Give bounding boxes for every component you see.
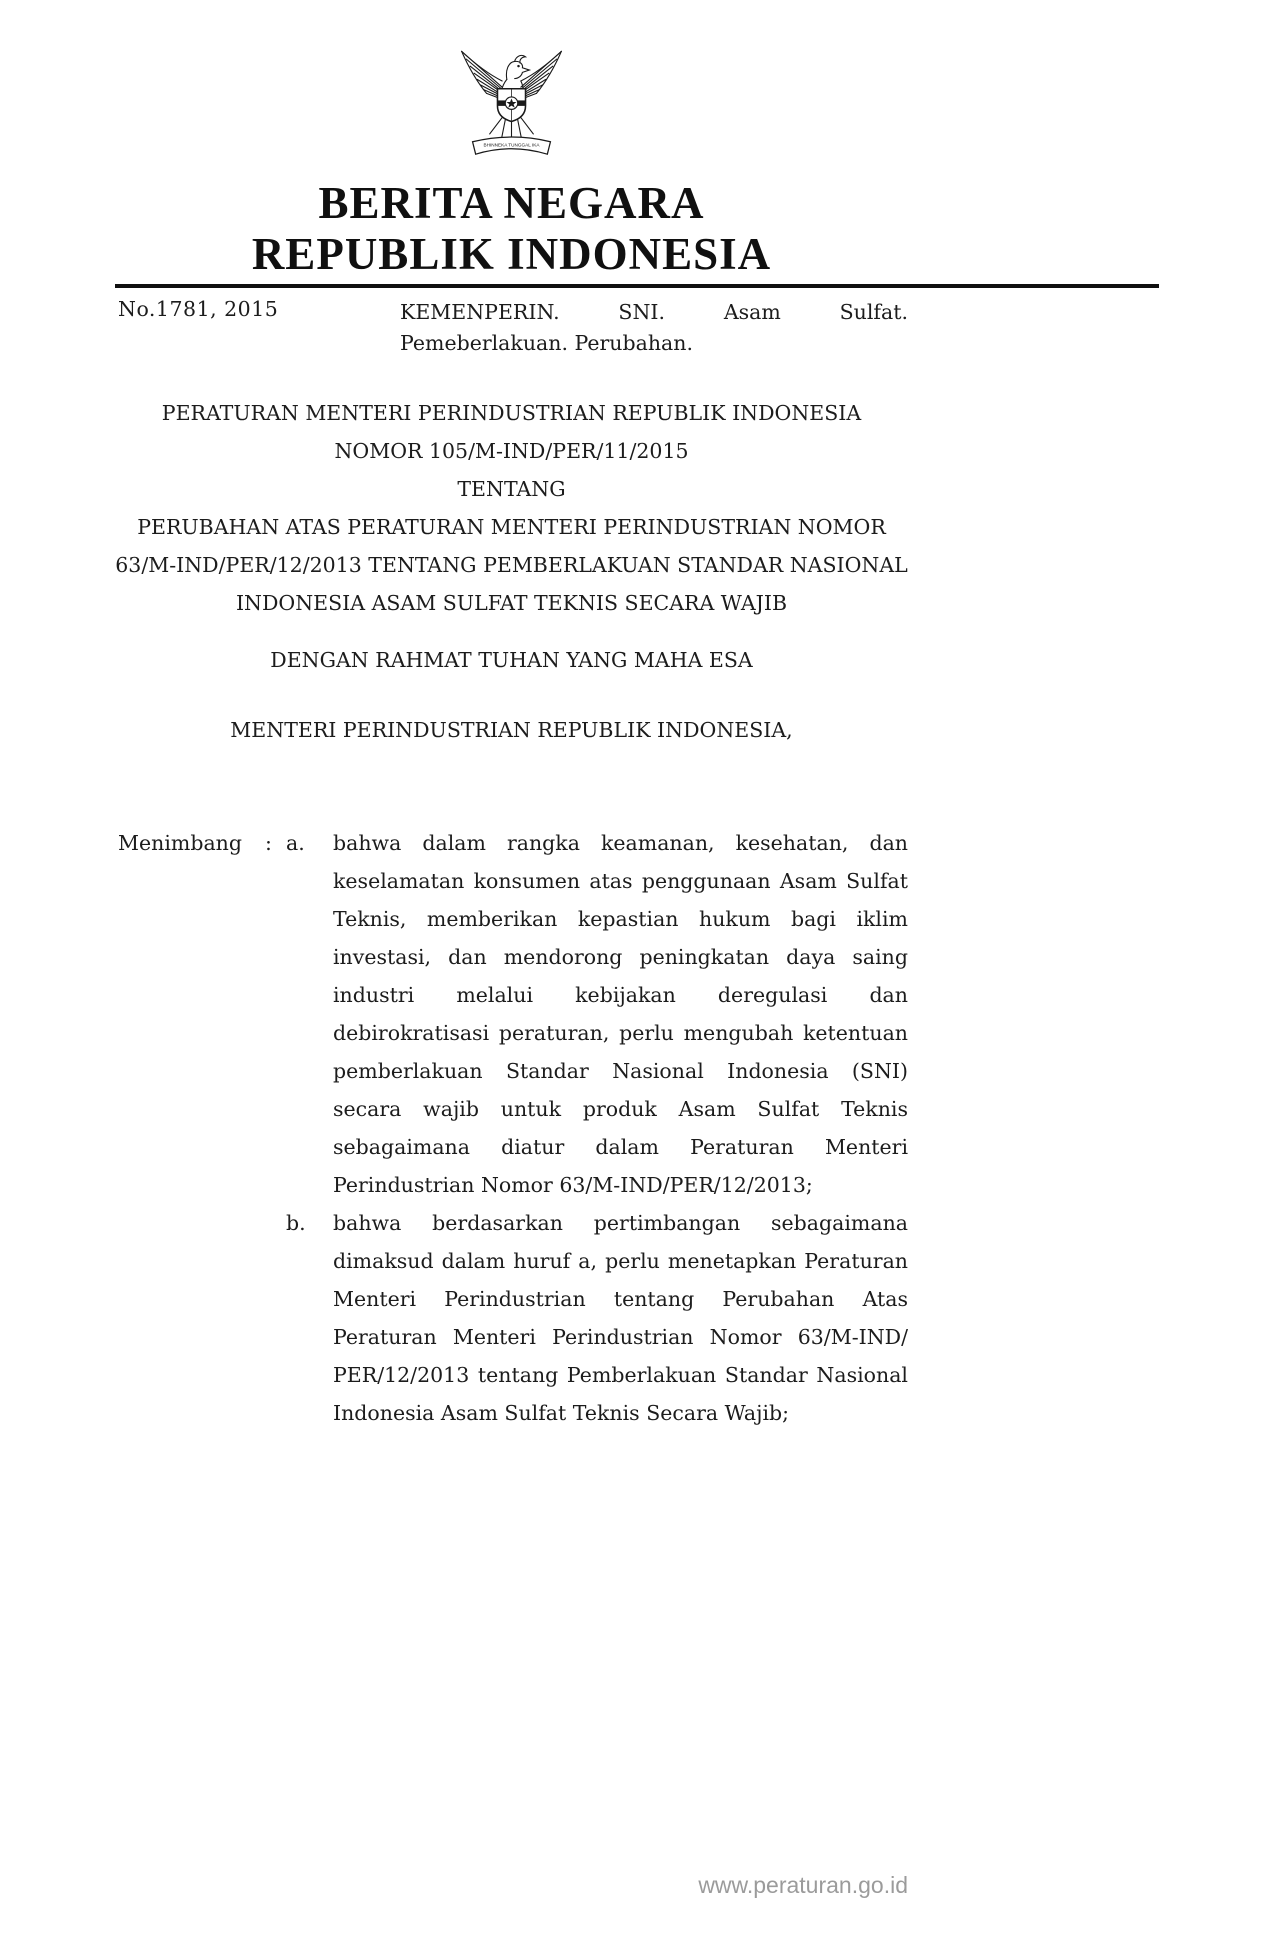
regulation-title-line: 63/M-IND/PER/12/2013 TENTANG PEMBERLAKUAN STANDAR NASIONAL xyxy=(115,553,908,577)
considering-items xyxy=(286,824,908,1432)
regulation-title-line: INDONESIA ASAM SULFAT TEKNIS SECARA WAJIB xyxy=(235,591,788,615)
invocation-line: DENGAN RAHMAT TUHAN YANG MAHA ESA xyxy=(270,648,753,672)
masthead-title-line1: BERITA NEGARA xyxy=(318,178,705,228)
masthead-title-line2: REPUBLIK INDONESIA xyxy=(251,229,772,279)
considering-item-text: bahwa dalam rangka keamanan, kesehatan, dan keselamatan konsumen atas penggunaan Asam Sulfat Teknis, memberikan kepastian hukum bagi iklim investasi, dan mendorong peningkatan daya saing industri melalui kebijakan deregulasi dan debirokratisasi peraturan, perlu mengubah ketentuan pemberlakuan Standar Nasional Indonesia (SNI) secara wajib untuk produk Asam Sulfat Teknis sebagaimana diatur dalam Peraturan Menteri Perindustrian Nomor 63/M-IND/PER/12/2013; xyxy=(333,831,908,1197)
authority-line: MENTERI PERINDUSTRIAN REPUBLIK INDONESIA, xyxy=(230,718,793,742)
considering-item-text: bahwa berdasarkan pertimbangan sebagaimana dimaksud dalam huruf a, perlu menetapkan Peraturan Menteri Perindustrian tentang Perubahan Atas Peraturan Menteri Perindustrian Nomor 63/M-IND/ PER/12/2013 tentang Pemberlakuan Standar Nasional Indonesia Asam Sulfat Teknis Secara Wajib; xyxy=(333,1211,908,1425)
regulation-title-line: PERATURAN MENTERI PERINDUSTRIAN REPUBLIK INDONESIA xyxy=(161,401,862,425)
considering-item-marker: b. xyxy=(286,1211,306,1235)
considering-item-marker: a. xyxy=(286,831,305,855)
masthead xyxy=(115,178,908,280)
considering-section xyxy=(118,824,908,1432)
regulation-title-line: PERUBAHAN ATAS PERATURAN MENTERI PERINDUSTRIAN NOMOR xyxy=(137,515,886,539)
masthead-rule xyxy=(115,284,1159,288)
emblem-eye xyxy=(517,65,519,67)
gazette-number: No.1781, 2015 xyxy=(118,297,279,321)
garuda-pancasila-emblem xyxy=(115,42,908,176)
garuda-emblem-graphic xyxy=(449,42,574,176)
emblem-motto: BHINNEKA TUNGGAL IKA xyxy=(483,142,540,148)
regulation-title-line: NOMOR 105/M-IND/PER/11/2015 xyxy=(334,439,689,463)
considering-item-b xyxy=(286,1204,908,1432)
gazette-subject: KEMENPERIN. SNI. Asam Sulfat. Pemeberlakuan. Perubahan. xyxy=(400,300,908,355)
footer-watermark: www.peraturan.go.id xyxy=(698,1872,908,1898)
regulation-title-line: TENTANG xyxy=(457,477,566,501)
regulation-title xyxy=(115,394,908,622)
considering-label: Menimbang xyxy=(118,831,242,855)
considering-item-a xyxy=(286,824,908,1204)
considering-separator: : xyxy=(265,831,272,855)
